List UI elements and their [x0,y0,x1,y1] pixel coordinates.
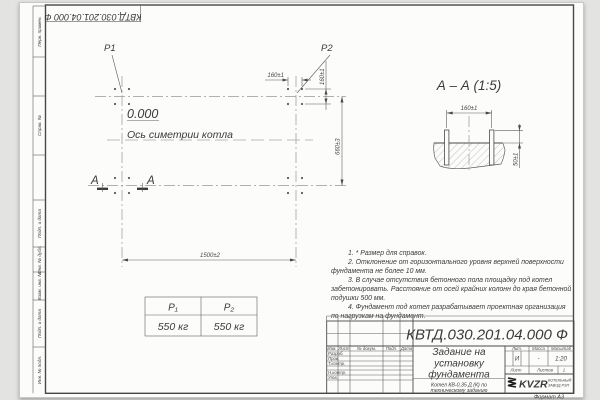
load-table-header-p2: Р₂ [223,302,235,314]
role-tkontr: Т.контр. [328,361,346,367]
dim-160-v-text: 160±1 [320,68,326,85]
top-designation-box [44,5,141,22]
note-line: забетонировать. Расстояние от осей крайних колонн до края бетонной [331,286,572,293]
logo-text: KVZR [519,378,548,391]
note-line: подушки 500 мм. [331,295,386,302]
load-table-value-p1: 550 кг [157,321,189,333]
scale-label: Масштаб [550,345,572,351]
margin-label-inv-podl: Инв. № подл. [37,355,42,385]
anchor-bolt-left [445,130,449,165]
role-utv: Утв. [328,375,338,381]
lit-label: Лит. [511,345,523,351]
format-label: Формат А3 [533,394,565,400]
dim-1500-text: 1500±2 [200,253,220,259]
product-line2: техническому заданию [430,388,488,394]
notes-block [330,249,571,320]
rev-col-list: Лист [338,345,350,351]
load-table-value-p2: 550 кг [213,321,245,333]
anchor-bolt-right [490,130,494,165]
product-line1: Котел КВ-0,35 Д (К) по [431,382,487,389]
left-margin-graphs [33,6,46,393]
load-p1-label: Р1 [104,43,116,54]
dim-160-h-text: 160±1 [267,73,284,79]
role-razrab: Разраб. [328,351,344,357]
note-line: 1. * Размер для справок. [348,250,427,257]
note-line: по нагрузкам на фундамент. [331,313,426,320]
rev-col-data: Дата [400,345,413,351]
boiler-symmetry-axis-label: Ось симетрии котла [127,129,234,141]
anchor-bolt-points [114,88,303,194]
margin-label-perv-primen: Перв. примен. [37,16,42,47]
logo-sub1: КОТЕЛЬНЫЙ [548,378,572,383]
dim-660-text: 660±3 [335,138,342,155]
margin-label-vzam-inv: Взам. инв. № [37,271,42,301]
mass-label: Масса [532,345,545,351]
rev-col-izm: Изм. [327,345,337,351]
dim-1500 [122,253,296,262]
lit-value: И [514,356,520,363]
section-letter-left: А [91,175,99,187]
section-view-title: А – А (1:5) [436,78,502,93]
section-letter-right: А [147,175,155,187]
designation-top-rotated: КВТД.030.201.04.000 Ф [44,12,142,22]
mass-value: - [537,356,540,363]
role-nkontr: Н.контр. [328,370,347,376]
load-table [145,297,257,336]
margin-label-podp-data-2: Подп. и дата [37,309,42,338]
load-table-header-p1: Р₁ [168,302,178,314]
sheets-value: 1 [562,367,566,373]
plan-view [88,43,346,267]
section-cut-marks [90,175,155,192]
elevation-mark: 0.000 [127,107,159,121]
margin-label-sprav: Справ. № [37,115,42,136]
p1-leader-line [112,55,122,93]
section-dim-160-text: 160±1 [460,106,478,112]
dim-160-horizontal [265,73,311,86]
doc-title-line1: Задание на [432,347,486,358]
note-line: фундамента не более 10 мм. [331,268,427,275]
scale-value: 1:20 [555,356,567,363]
margin-label-inv-dubl: Инв. № дубл. [37,245,42,274]
dim-160-vertical [305,61,331,110]
rev-col-podp: Подп. [385,345,398,351]
doc-title-line2: установку [434,358,484,370]
company-logo [508,378,572,391]
coil-spring-icon [508,378,516,387]
sheet-label: Лист [510,367,522,373]
doc-title-line3: фундамента [428,369,490,381]
note-line: 4. Фундамент под котел разрабатывает проектная организация [348,304,566,311]
load-p2-label: Р2 [321,43,333,54]
section-view [434,78,523,172]
note-line: 3. В случае отсутствия бетонного пола площадку под котел [348,277,553,284]
note-line: 2. Отклонение от горизонтального уровня верхней поверхности [348,259,564,266]
rev-col-dokum: № докум. [357,345,376,351]
dim-660 [336,97,344,186]
title-block [327,316,574,400]
designation-stamp: КВТД.030.201.04.000 Ф [406,326,568,344]
sheets-label: Листов [537,367,553,373]
logo-sub2: ЗАВОД РЭП [548,383,570,388]
role-prov: Пров. [328,356,340,362]
margin-label-podp-data-1: Подп. и дата [37,209,42,238]
section-dim-50-text: 50±1 [513,152,520,166]
